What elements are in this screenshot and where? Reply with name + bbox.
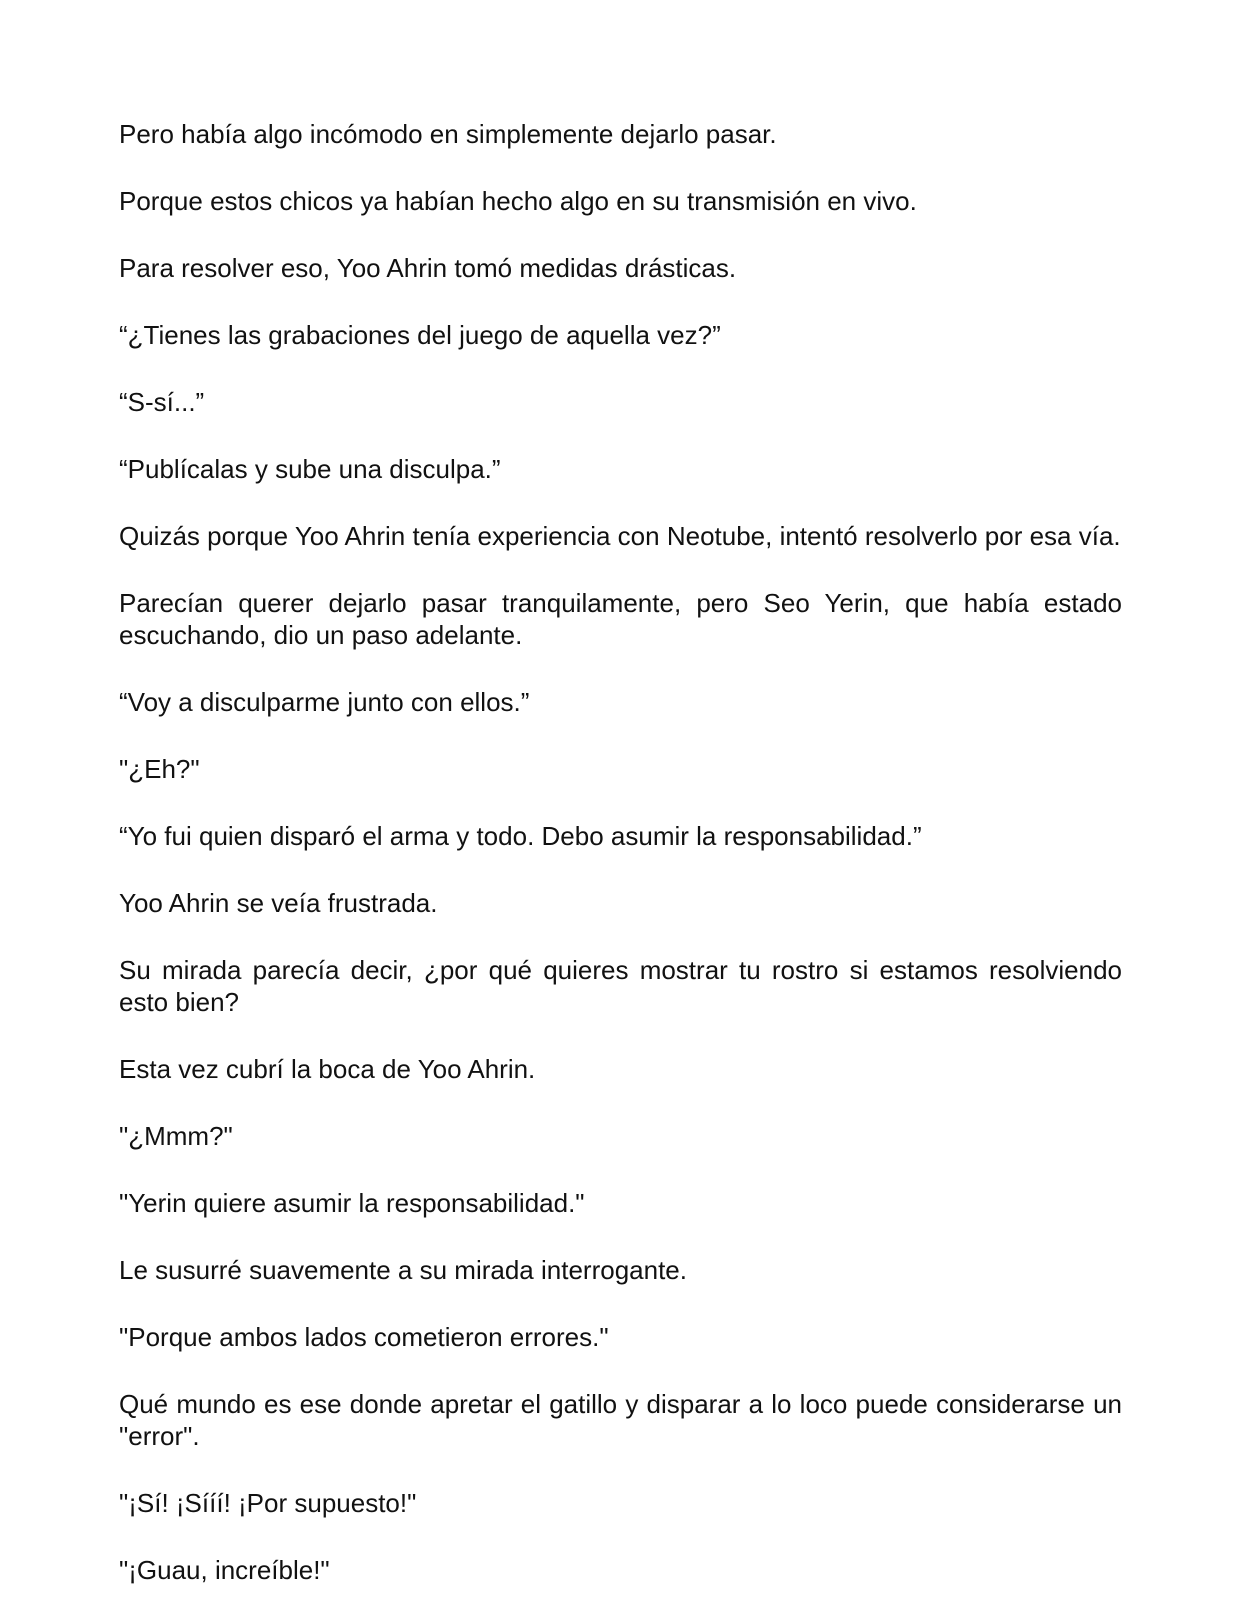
paragraph: "¿Eh?": [119, 754, 200, 784]
paragraph: Le susurré suavemente a su mirada interrogante.: [119, 1255, 687, 1285]
paragraph: “Yo fui quien disparó el arma y todo. Debo asumir la responsabilidad.”: [119, 821, 922, 851]
paragraph: Yoo Ahrin se veía frustrada.: [119, 888, 438, 918]
paragraph: Qué mundo es ese donde apretar el gatillo y disparar a lo loco puede considerarse un "error".: [119, 1389, 1122, 1451]
paragraph: "Yerin quiere asumir la responsabilidad.": [119, 1188, 585, 1218]
paragraph: “¿Tienes las grabaciones del juego de aquella vez?”: [119, 320, 721, 350]
paragraph: “Voy a disculparme junto con ellos.”: [119, 687, 530, 717]
paragraph: “S-sí...”: [119, 387, 205, 417]
paragraph: Para resolver eso, Yoo Ahrin tomó medidas drásticas.: [119, 253, 737, 283]
paragraph: "¡Guau, increíble!": [119, 1555, 330, 1585]
document-body: [119, 118, 1122, 1620]
paragraph: Pero había algo incómodo en simplemente dejarlo pasar.: [119, 119, 777, 149]
paragraph: Su mirada parecía decir, ¿por qué quieres mostrar tu rostro si estamos resolviendo esto bien?: [119, 955, 1122, 1017]
paragraph: Quizás porque Yoo Ahrin tenía experiencia con Neotube, intentó resolverlo por esa vía.: [119, 521, 1121, 551]
paragraph: "¡Sí! ¡Sííí! ¡Por supuesto!": [119, 1488, 417, 1518]
paragraph: Parecían querer dejarlo pasar tranquilamente, pero Seo Yerin, que había estado escuchando, dio un paso adelante.: [119, 588, 1122, 650]
paragraph: “Publícalas y sube una disculpa.”: [119, 454, 501, 484]
paragraph: "Porque ambos lados cometieron errores.": [119, 1322, 609, 1352]
paragraph: Porque estos chicos ya habían hecho algo en su transmisión en vivo.: [119, 186, 917, 216]
paragraph: "¿Mmm?": [119, 1121, 233, 1151]
paragraph: Esta vez cubrí la boca de Yoo Ahrin.: [119, 1054, 536, 1084]
